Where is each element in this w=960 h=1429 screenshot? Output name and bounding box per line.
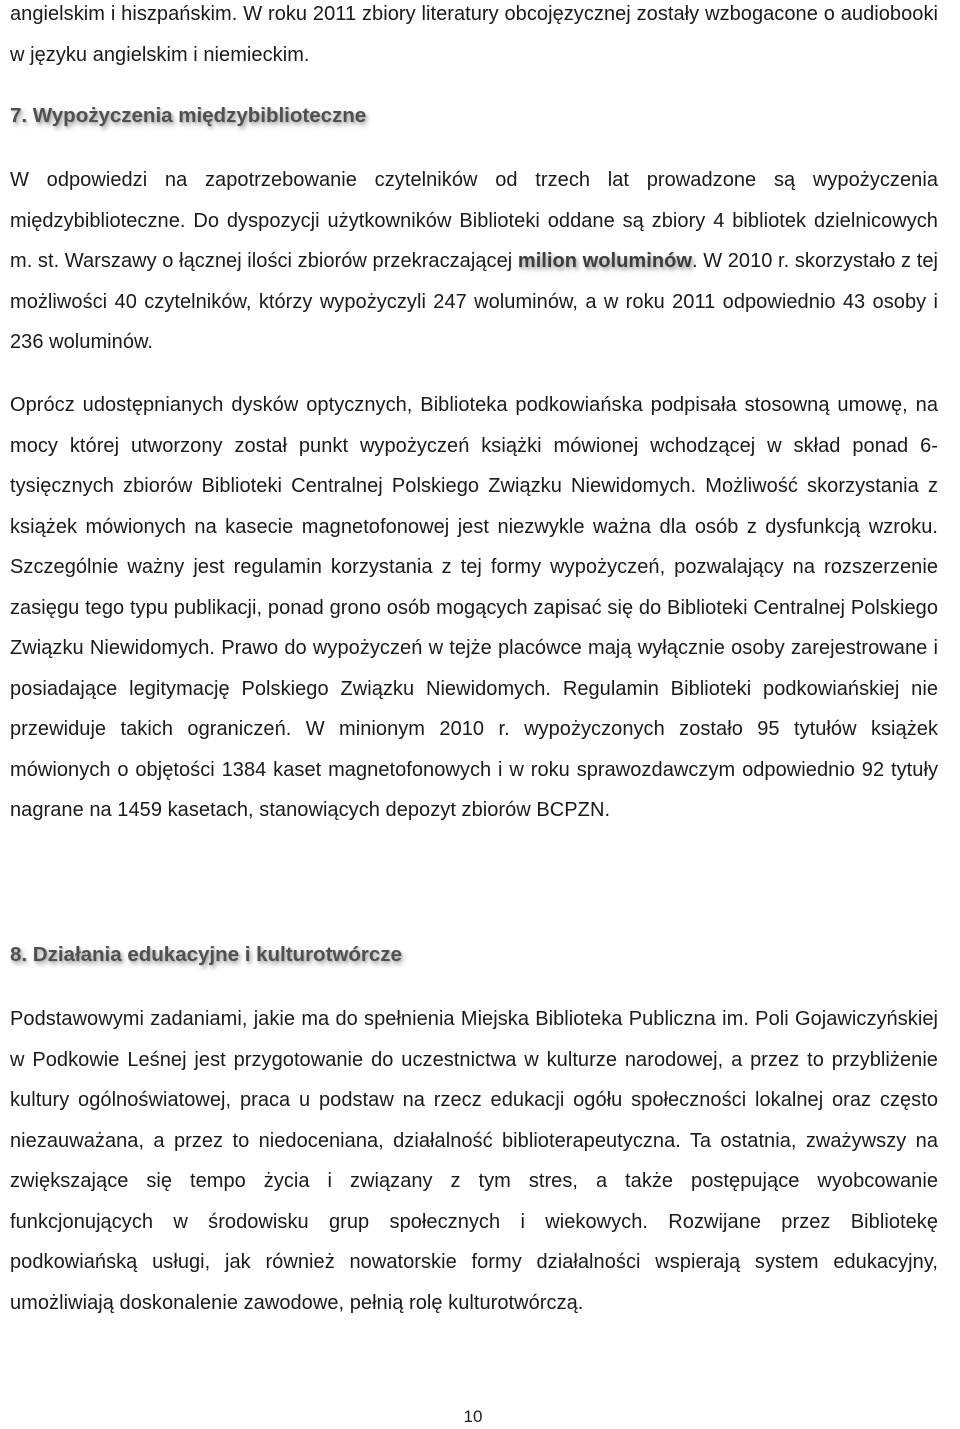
- section-7-paragraph-1: [10, 160, 938, 363]
- section-7-paragraph-2: Oprócz udostępnianych dysków optycznych, Biblioteka podkowiańska podpisała stosowną umowę, na mocy której utworzony został punkt wypożyczeń książki mówionej wchodzącej w skład ponad 6-tysięcznych zbiorów Biblioteki Centralnej Polskiego Związku Niewidomych. Możliwość skorzystania z książek mówionych na kasecie magnetofonowej jest niezwykle ważna dla osób z dysfunkcją wzroku. Szczególnie ważny jest regulamin korzystania z tej formy wypożyczeń, pozwalający na rozszerzenie zasięgu tego typu publikacji, ponad grono osób mogących zapisać się do Biblioteki Centralnej Polskiego Związku Niewidomych. Prawo do wypożyczeń w tejże placówce mają wyłącznie osoby zarejestrowane i posiadające legitymację Polskiego Związku Niewidomych. Regulamin Biblioteki podkowiańskiej nie przewiduje takich ograniczeń. W minionym 2010 r. wypożyczonych zostało 95 tytułów książek mówionych o objętości 1384 kaset magnetofonowych i w roku sprawozdawczym odpowiednio 92 tytuły nagrane na 1459 kasetach, stanowiących depozyt zbiorów BCPZN.: [10, 394, 938, 821]
- section-7-paragraph-1-end: . W 2010 r. skorzystało z tej możliwości 40 czytelników, którzy wypożyczyli 247 woluminów, a w roku 2011 odpowiednio 43 osoby i 236 woluminów.: [10, 250, 938, 353]
- section-7-heading: 7. Wypożyczenia międzybiblioteczne: [10, 104, 367, 127]
- intro-paragraph: angielskim i hiszpańskim. W roku 2011 zbiory literatury obcojęzycznej zostały wzbogacone o audiobooki w języku angielskim i niemieckim.: [10, 3, 938, 66]
- section-8-paragraph-1: Podstawowymi zadaniami, jakie ma do spełnienia Miejska Biblioteka Publiczna im. Poli Gojawiczyńskiej w Podkowie Leśnej jest przygotowanie do uczestnictwa w kulturze narodowej, a przez to przybliżenie kultury ogólnoświatowej, praca u podstaw na rzecz edukacji ogółu społeczności lokalnej oraz często niezauważana, a przez to niedoceniana, działalność biblioterapeutyczna. Ta ostatnia, zważywszy na zwiększające się tempo życia i związany z tym stres, a także postępujące wyobcowanie funkcjonujących w środowisku grup społecznych i wiekowych. Rozwijane przez Bibliotekę podkowiańską usługi, jak również nowatorskie formy działalności wspierają system edukacyjny, umożliwiają doskonalenie zawodowe, pełnią rolę kulturotwórczą.: [10, 1008, 938, 1314]
- section-7-paragraph-1-start: W odpowiedzi na zapotrzebowanie czytelników od trzech lat prowadzone są wypożyczenia międzybiblioteczne. Do dyspozycji użytkowników Biblioteki oddane są zbiory 4 bibliotek dzielnicowych m. st. Warszawy o łącznej ilości zbiorów przekraczającej: [10, 169, 938, 272]
- milion-woluminow-emphasis: milion woluminów: [517, 250, 692, 272]
- page-number: 10: [463, 1407, 483, 1426]
- section-8-heading: 8. Działania edukacyjne i kulturotwórcze: [10, 943, 402, 966]
